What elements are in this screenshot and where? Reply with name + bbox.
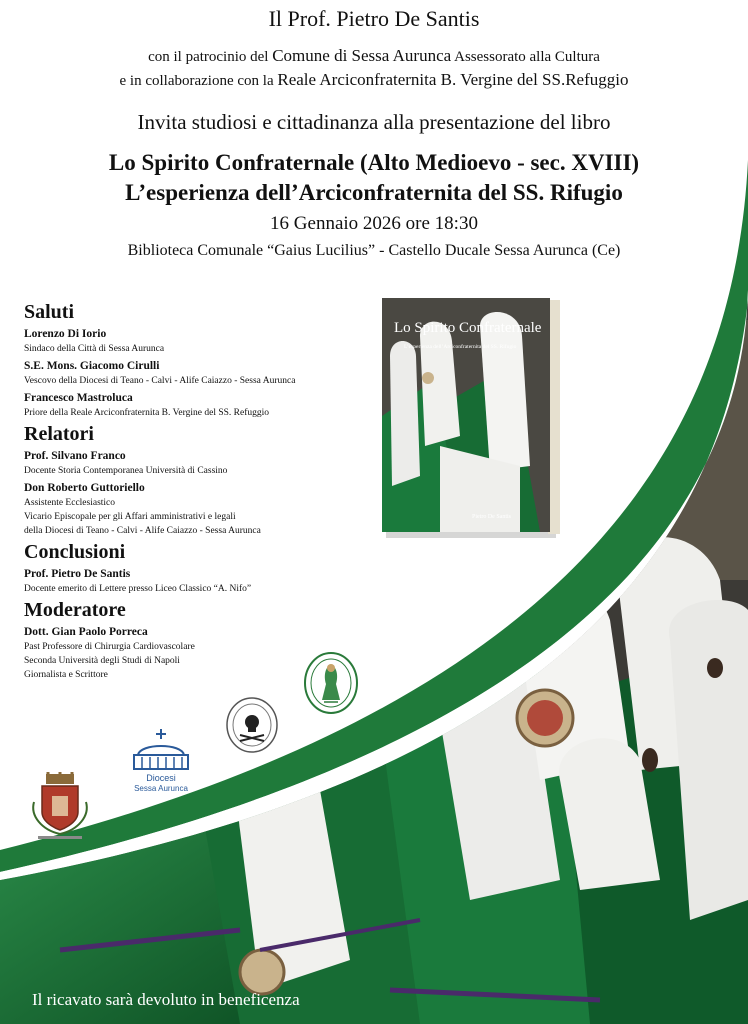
collaboration-line [0, 70, 748, 90]
speaker-name: Prof. Silvano Franco [24, 450, 126, 462]
arciconfraternita-seal-icon [302, 650, 360, 716]
confraternity-seal-skull-icon [224, 695, 280, 755]
book-title-line1: Lo Spirito Confraternale (Alto Medioevo - sec. XVIII) [108, 150, 640, 175]
book-cover-subtitle: L’esperienza dell’Arciconfraternita del SS. Rifugio [404, 344, 517, 350]
speaker-role: Vescovo della Diocesi di Teano - Calvi - Alife Caiazzo - Sessa Aurunca [24, 376, 296, 386]
speaker-role: Assistente Ecclesiastico [24, 498, 116, 508]
section-relatori: Relatori [24, 423, 94, 445]
book-cover-author: Pietro De Santis [472, 514, 511, 520]
section-conclusioni: Conclusioni [24, 541, 126, 563]
speaker-name: Lorenzo Di Iorio [24, 328, 107, 340]
book-cover-image [380, 296, 564, 540]
patronage-prefix: con il patrocinio del [148, 49, 269, 65]
event-venue: Biblioteca Comunale “Gaius Lucilius” - Castello Ducale Sessa Aurunca (Ce) [127, 242, 621, 259]
patronage-suffix: Assessorato alla Cultura [454, 49, 600, 65]
invitation-text: Invita studiosi e cittadinanza alla presentazione del libro [137, 110, 611, 134]
speaker-role: Docente Storia Contemporanea Università di Cassino [24, 466, 228, 476]
speaker-role: Docente emerito di Lettere presso Liceo Classico “A. Nifo” [24, 584, 252, 594]
speaker-name: Prof. Pietro De Santis [24, 568, 131, 580]
speaker-role: Sindaco della Città di Sessa Aurunca [24, 344, 165, 354]
patronage-name: Comune di Sessa Aurunca [272, 46, 452, 65]
speaker-role: Priore della Reale Arciconfraternita B. Vergine del SS. Refuggio [24, 408, 270, 418]
section-moderatore: Moderatore [24, 599, 126, 621]
book-title-line2: L’esperienza dell’Arciconfraternita del SS. Rifugio [125, 180, 623, 205]
speaker-role: Vicario Episcopale per gli Affari amministrativi e legali [24, 512, 236, 522]
collab-prefix: e in collaborazione con la [119, 73, 274, 89]
program [24, 298, 404, 682]
diocesi-logo-line1: Diocesi [146, 773, 176, 783]
speaker-role: Seconda Università degli Studi di Napoli [24, 656, 180, 666]
speaker-role: della Diocesi di Teano - Calvi - Alife Caiazzo - Sessa Aurunca [24, 526, 261, 536]
diocesi-logo-line2: Sessa Aurunca [134, 784, 188, 793]
speaker-role: Past Professore di Chirurgia Cardiovascolare [24, 642, 195, 652]
patronage-line [0, 46, 748, 66]
speaker-name: Dott. Gian Paolo Porreca [24, 626, 148, 638]
speaker-name: Francesco Mastroluca [24, 392, 133, 404]
speaker-role: Giornalista e Scrittore [24, 670, 108, 680]
comune-coat-of-arms-icon [28, 772, 92, 844]
section-saluti: Saluti [24, 301, 75, 323]
collab-name: Reale Arciconfraternita B. Vergine del SS.Refuggio [277, 70, 629, 89]
book-cover-title: Lo Spirito Confraternale [394, 320, 542, 336]
speaker-name: Don Roberto Guttoriello [24, 482, 145, 494]
event-date: 16 Gennaio 2026 ore 18:30 [270, 213, 478, 234]
diocesi-logo-icon [126, 725, 196, 795]
speaker-name: S.E. Mons. Giacomo Cirulli [24, 360, 160, 372]
organizer-name: Il Prof. Pietro De Santis [268, 6, 480, 31]
charity-note: Il ricavato sarà devoluto in beneficenza [32, 990, 300, 1009]
